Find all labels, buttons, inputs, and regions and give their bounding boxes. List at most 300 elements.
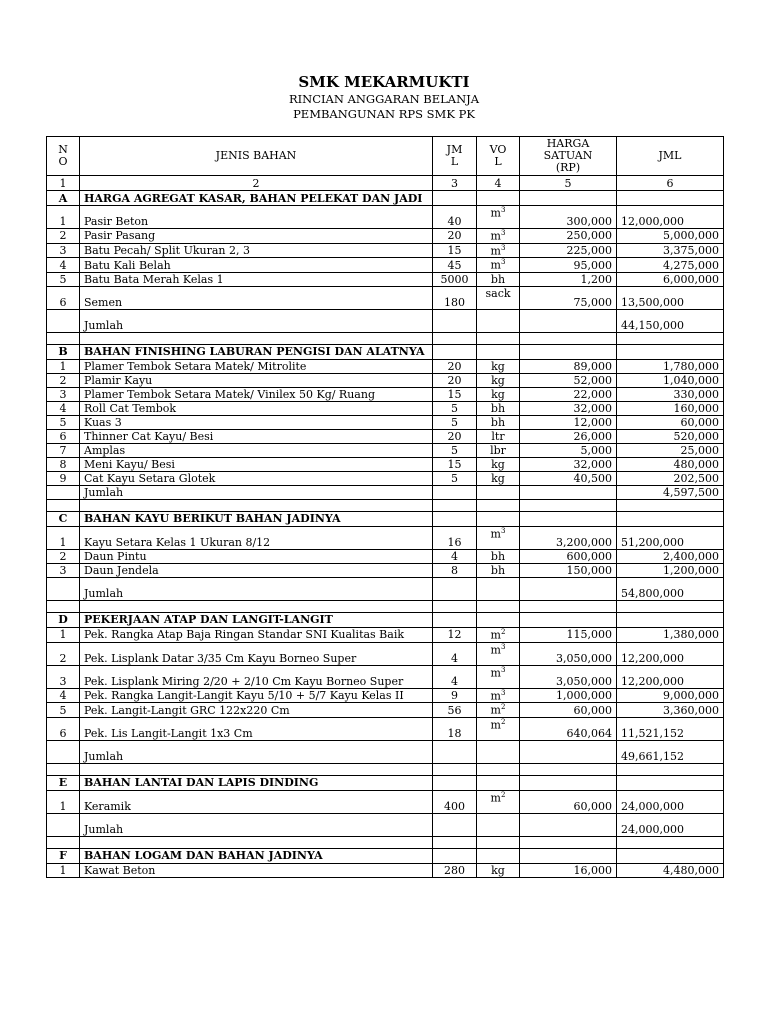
item-total: 12,000,000 bbox=[617, 206, 724, 229]
item-number: 6 bbox=[47, 717, 80, 740]
empty-cell bbox=[477, 763, 520, 775]
col-header-harga-text: HARGA SATUAN (RP) bbox=[543, 137, 593, 174]
item-quantity: 20 bbox=[433, 359, 477, 373]
item-row bbox=[47, 526, 724, 549]
item-row bbox=[47, 457, 724, 471]
item-name: Pek. Lisplank Miring 2/20 + 2/10 Cm Kayu Borneo Super bbox=[80, 665, 433, 688]
item-name: Pek. Rangka Langit-Langit Kayu 5/10 + 5/7 Kayu Kelas II bbox=[80, 688, 433, 703]
item-name: Pek. Lis Langit-Langit 1x3 Cm bbox=[80, 717, 433, 740]
item-unit: $m^3$ bbox=[477, 688, 520, 703]
item-number: 5 bbox=[47, 272, 80, 286]
item-row bbox=[47, 286, 724, 309]
item-name: Batu Bata Merah Kelas 1 bbox=[80, 272, 433, 286]
item-row bbox=[47, 387, 724, 401]
section-header-row bbox=[47, 848, 724, 863]
empty-cell bbox=[80, 836, 433, 848]
subtotal-label: Jumlah bbox=[80, 813, 433, 836]
item-name: Semen bbox=[80, 286, 433, 309]
col-header-total-text: JML bbox=[658, 149, 682, 162]
item-row bbox=[47, 373, 724, 387]
col-header-no-text: N O bbox=[58, 143, 68, 168]
subtotal-label: Jumlah bbox=[80, 740, 433, 763]
item-row bbox=[47, 243, 724, 258]
item-total: 24,000,000 bbox=[617, 790, 724, 813]
item-number: 7 bbox=[47, 443, 80, 457]
item-total: 480,000 bbox=[617, 457, 724, 471]
item-total: 4,275,000 bbox=[617, 258, 724, 273]
empty-cell bbox=[477, 836, 520, 848]
item-unit-price: 5,000 bbox=[520, 443, 617, 457]
item-number: 2 bbox=[47, 373, 80, 387]
empty-cell bbox=[520, 740, 617, 763]
item-unit-price: 1,200 bbox=[520, 272, 617, 286]
item-total: 160,000 bbox=[617, 401, 724, 415]
item-name: Kayu Setara Kelas 1 Ukuran 8/12 bbox=[80, 526, 433, 549]
subtotal-row bbox=[47, 813, 724, 836]
item-unit: $m^3$ bbox=[477, 665, 520, 688]
item-name: Keramik bbox=[80, 790, 433, 813]
subtotal-row bbox=[47, 309, 724, 332]
item-number: 3 bbox=[47, 665, 80, 688]
empty-cell bbox=[520, 600, 617, 612]
item-unit: lbr bbox=[477, 443, 520, 457]
empty-cell bbox=[477, 499, 520, 511]
item-unit: sack bbox=[477, 286, 520, 309]
item-unit-price: 300,000 bbox=[520, 206, 617, 229]
empty-cell bbox=[617, 332, 724, 344]
item-total: 5,000,000 bbox=[617, 229, 724, 244]
school-title: SMK MEKARMUKTI bbox=[298, 73, 470, 91]
item-name: Pek. Langit-Langit GRC 122x220 Cm bbox=[80, 703, 433, 718]
item-unit: $m^2$ bbox=[477, 790, 520, 813]
item-row bbox=[47, 229, 724, 244]
empty-cell bbox=[47, 740, 80, 763]
item-row bbox=[47, 642, 724, 665]
item-unit: kg bbox=[477, 471, 520, 485]
section-letter: A bbox=[47, 191, 80, 206]
item-name: Batu Pecah/ Split Ukuran 2, 3 bbox=[80, 243, 433, 258]
col-number: 3 bbox=[433, 176, 477, 191]
item-row bbox=[47, 471, 724, 485]
col-number: 5 bbox=[520, 176, 617, 191]
item-quantity: 4 bbox=[433, 642, 477, 665]
spacer-row bbox=[47, 332, 724, 344]
col-number: 2 bbox=[80, 176, 433, 191]
item-name: Plamer Tembok Setara Matek/ Vinilex 50 Kg/ Ruang bbox=[80, 387, 433, 401]
item-unit: $m^3$ bbox=[477, 243, 520, 258]
empty-cell bbox=[433, 813, 477, 836]
item-total: 3,375,000 bbox=[617, 243, 724, 258]
item-quantity: 5 bbox=[433, 401, 477, 415]
empty-cell bbox=[520, 813, 617, 836]
project-subtitle: PEMBANGUNAN RPS SMK PK bbox=[293, 107, 475, 121]
item-unit-price: 22,000 bbox=[520, 387, 617, 401]
item-number: 4 bbox=[47, 258, 80, 273]
empty-cell bbox=[477, 344, 520, 359]
col-number: 1 bbox=[47, 176, 80, 191]
item-name: Cat Kayu Setara Glotek bbox=[80, 471, 433, 485]
item-total: 4,480,000 bbox=[617, 863, 724, 877]
item-quantity: 15 bbox=[433, 457, 477, 471]
item-row bbox=[47, 563, 724, 577]
empty-cell bbox=[617, 836, 724, 848]
empty-cell bbox=[47, 813, 80, 836]
empty-cell bbox=[47, 577, 80, 600]
document-header bbox=[0, 72, 768, 122]
subtotal-value: 4,597,500 bbox=[617, 485, 724, 499]
item-unit-price: 75,000 bbox=[520, 286, 617, 309]
item-number: 5 bbox=[47, 415, 80, 429]
item-unit: bh bbox=[477, 549, 520, 563]
item-number: 1 bbox=[47, 359, 80, 373]
empty-cell bbox=[433, 848, 477, 863]
empty-cell bbox=[520, 836, 617, 848]
empty-cell bbox=[433, 499, 477, 511]
col-header-jenis bbox=[80, 137, 433, 176]
empty-cell bbox=[47, 309, 80, 332]
item-number: 3 bbox=[47, 563, 80, 577]
item-name: Meni Kayu/ Besi bbox=[80, 457, 433, 471]
section-title: BAHAN FINISHING LABURAN PENGISI DAN ALATNYA bbox=[80, 344, 433, 359]
item-quantity: 5000 bbox=[433, 272, 477, 286]
section-letter: B bbox=[47, 344, 80, 359]
empty-cell bbox=[477, 740, 520, 763]
item-unit: $m^3$ bbox=[477, 229, 520, 244]
item-name: Batu Kali Belah bbox=[80, 258, 433, 273]
item-quantity: 9 bbox=[433, 688, 477, 703]
empty-cell bbox=[433, 344, 477, 359]
empty-cell bbox=[433, 577, 477, 600]
item-unit: $m^2$ bbox=[477, 717, 520, 740]
empty-cell bbox=[617, 511, 724, 526]
empty-cell bbox=[80, 600, 433, 612]
item-total: 520,000 bbox=[617, 429, 724, 443]
item-number: 1 bbox=[47, 863, 80, 877]
col-number: 4 bbox=[477, 176, 520, 191]
spacer-row bbox=[47, 763, 724, 775]
item-quantity: 280 bbox=[433, 863, 477, 877]
col-header-vol-text: VO L bbox=[489, 143, 507, 168]
item-name: Pek. Lisplank Datar 3/35 Cm Kayu Borneo Super bbox=[80, 642, 433, 665]
item-quantity: 4 bbox=[433, 549, 477, 563]
subtotal-row bbox=[47, 740, 724, 763]
section-title: PEKERJAAN ATAP DAN LANGIT-LANGIT bbox=[80, 612, 433, 627]
empty-cell bbox=[520, 485, 617, 499]
empty-cell bbox=[80, 332, 433, 344]
item-row bbox=[47, 272, 724, 286]
item-name: Pasir Beton bbox=[80, 206, 433, 229]
item-total: 1,200,000 bbox=[617, 563, 724, 577]
empty-cell bbox=[520, 344, 617, 359]
section-title: BAHAN LOGAM DAN BAHAN JADINYA bbox=[80, 848, 433, 863]
subtotal-row bbox=[47, 485, 724, 499]
item-quantity: 5 bbox=[433, 443, 477, 457]
item-quantity: 5 bbox=[433, 415, 477, 429]
section-title: BAHAN LANTAI DAN LAPIS DINDING bbox=[80, 775, 433, 790]
section-letter: E bbox=[47, 775, 80, 790]
section-letter: C bbox=[47, 511, 80, 526]
budget-table bbox=[46, 136, 724, 878]
item-quantity: 18 bbox=[433, 717, 477, 740]
table-header-row bbox=[47, 137, 724, 176]
item-unit-price: 600,000 bbox=[520, 549, 617, 563]
item-quantity: 15 bbox=[433, 243, 477, 258]
item-row bbox=[47, 258, 724, 273]
empty-cell bbox=[477, 191, 520, 206]
item-unit-price: 12,000 bbox=[520, 415, 617, 429]
empty-cell bbox=[477, 485, 520, 499]
item-total: 1,780,000 bbox=[617, 359, 724, 373]
item-total: 60,000 bbox=[617, 415, 724, 429]
subtotal-value: 44,150,000 bbox=[617, 309, 724, 332]
empty-cell bbox=[433, 775, 477, 790]
item-quantity: 20 bbox=[433, 373, 477, 387]
item-total: 1,040,000 bbox=[617, 373, 724, 387]
empty-cell bbox=[477, 577, 520, 600]
item-unit-price: 26,000 bbox=[520, 429, 617, 443]
item-number: 9 bbox=[47, 471, 80, 485]
item-total: 11,521,152 bbox=[617, 717, 724, 740]
empty-cell bbox=[433, 309, 477, 332]
empty-cell bbox=[433, 191, 477, 206]
empty-cell bbox=[80, 763, 433, 775]
col-header-jenis-text: JENIS BAHAN bbox=[215, 149, 297, 162]
spacer-row bbox=[47, 836, 724, 848]
item-unit: $m^2$ bbox=[477, 703, 520, 718]
item-name: Pek. Rangka Atap Baja Ringan Standar SNI Kualitas Baik bbox=[80, 627, 433, 642]
empty-cell bbox=[80, 499, 433, 511]
item-quantity: 8 bbox=[433, 563, 477, 577]
empty-cell bbox=[617, 344, 724, 359]
item-name: Pasir Pasang bbox=[80, 229, 433, 244]
item-unit-price: 32,000 bbox=[520, 401, 617, 415]
item-total: 2,400,000 bbox=[617, 549, 724, 563]
empty-cell bbox=[617, 499, 724, 511]
item-unit: kg bbox=[477, 373, 520, 387]
subtotal-value: 54,800,000 bbox=[617, 577, 724, 600]
empty-cell bbox=[47, 499, 80, 511]
empty-cell bbox=[520, 511, 617, 526]
item-quantity: 180 bbox=[433, 286, 477, 309]
item-unit: $m^3$ bbox=[477, 206, 520, 229]
item-unit: $m^2$ bbox=[477, 627, 520, 642]
item-number: 3 bbox=[47, 243, 80, 258]
item-unit-price: 60,000 bbox=[520, 703, 617, 718]
item-unit-price: 225,000 bbox=[520, 243, 617, 258]
item-quantity: 16 bbox=[433, 526, 477, 549]
item-name: Amplas bbox=[80, 443, 433, 457]
empty-cell bbox=[477, 511, 520, 526]
empty-cell bbox=[477, 848, 520, 863]
item-quantity: 4 bbox=[433, 665, 477, 688]
item-unit-price: 3,050,000 bbox=[520, 665, 617, 688]
item-unit-price: 16,000 bbox=[520, 863, 617, 877]
item-unit: kg bbox=[477, 457, 520, 471]
item-unit-price: 250,000 bbox=[520, 229, 617, 244]
empty-cell bbox=[433, 612, 477, 627]
item-quantity: 20 bbox=[433, 429, 477, 443]
empty-cell bbox=[477, 600, 520, 612]
item-total: 12,200,000 bbox=[617, 642, 724, 665]
item-unit-price: 1,000,000 bbox=[520, 688, 617, 703]
empty-cell bbox=[433, 332, 477, 344]
item-total: 51,200,000 bbox=[617, 526, 724, 549]
item-unit: bh bbox=[477, 415, 520, 429]
item-unit-price: 95,000 bbox=[520, 258, 617, 273]
empty-cell bbox=[477, 332, 520, 344]
item-name: Plamir Kayu bbox=[80, 373, 433, 387]
subtotal-value: 24,000,000 bbox=[617, 813, 724, 836]
subtotal-label: Jumlah bbox=[80, 485, 433, 499]
item-row bbox=[47, 703, 724, 718]
col-header-total bbox=[617, 137, 724, 176]
col-number: 6 bbox=[617, 176, 724, 191]
item-number: 5 bbox=[47, 703, 80, 718]
empty-cell bbox=[47, 485, 80, 499]
empty-cell bbox=[477, 775, 520, 790]
empty-cell bbox=[520, 499, 617, 511]
empty-cell bbox=[520, 612, 617, 627]
item-unit: kg bbox=[477, 387, 520, 401]
empty-cell bbox=[617, 600, 724, 612]
empty-cell bbox=[433, 763, 477, 775]
item-quantity: 15 bbox=[433, 387, 477, 401]
item-unit-price: 52,000 bbox=[520, 373, 617, 387]
empty-cell bbox=[433, 600, 477, 612]
empty-cell bbox=[520, 848, 617, 863]
item-unit-price: 150,000 bbox=[520, 563, 617, 577]
empty-cell bbox=[617, 763, 724, 775]
section-letter: F bbox=[47, 848, 80, 863]
document-subtitle: RINCIAN ANGGARAN BELANJA bbox=[288, 92, 480, 106]
item-number: 2 bbox=[47, 229, 80, 244]
item-name: Plamer Tembok Setara Matek/ Mitrolite bbox=[80, 359, 433, 373]
subtotal-value: 49,661,152 bbox=[617, 740, 724, 763]
item-quantity: 20 bbox=[433, 229, 477, 244]
item-row bbox=[47, 429, 724, 443]
subtotal-label: Jumlah bbox=[80, 577, 433, 600]
col-header-no bbox=[47, 137, 80, 176]
item-row bbox=[47, 863, 724, 877]
item-number: 2 bbox=[47, 549, 80, 563]
item-name: Thinner Cat Kayu/ Besi bbox=[80, 429, 433, 443]
item-quantity: 40 bbox=[433, 206, 477, 229]
item-name: Kawat Beton bbox=[80, 863, 433, 877]
section-header-row bbox=[47, 511, 724, 526]
spacer-row bbox=[47, 600, 724, 612]
column-number-row bbox=[47, 176, 724, 191]
item-name: Kuas 3 bbox=[80, 415, 433, 429]
item-row bbox=[47, 415, 724, 429]
item-unit: $m^3$ bbox=[477, 642, 520, 665]
item-number: 1 bbox=[47, 790, 80, 813]
item-quantity: 45 bbox=[433, 258, 477, 273]
empty-cell bbox=[520, 309, 617, 332]
item-quantity: 56 bbox=[433, 703, 477, 718]
item-row bbox=[47, 717, 724, 740]
empty-cell bbox=[520, 763, 617, 775]
table-body bbox=[47, 191, 724, 878]
item-row bbox=[47, 206, 724, 229]
empty-cell bbox=[617, 848, 724, 863]
empty-cell bbox=[433, 740, 477, 763]
item-number: 6 bbox=[47, 286, 80, 309]
empty-cell bbox=[617, 612, 724, 627]
subtotal-label: Jumlah bbox=[80, 309, 433, 332]
item-total: 13,500,000 bbox=[617, 286, 724, 309]
empty-cell bbox=[617, 191, 724, 206]
item-unit-price: 640,064 bbox=[520, 717, 617, 740]
empty-cell bbox=[47, 332, 80, 344]
item-unit: $m^3$ bbox=[477, 258, 520, 273]
col-header-jml-text: JM L bbox=[446, 143, 463, 168]
section-title: HARGA AGREGAT KASAR, BAHAN PELEKAT DAN JADI bbox=[80, 191, 433, 206]
item-total: 202,500 bbox=[617, 471, 724, 485]
item-row bbox=[47, 443, 724, 457]
item-unit-price: 32,000 bbox=[520, 457, 617, 471]
spacer-row bbox=[47, 499, 724, 511]
empty-cell bbox=[433, 511, 477, 526]
section-header-row bbox=[47, 191, 724, 206]
item-total: 1,380,000 bbox=[617, 627, 724, 642]
item-number: 8 bbox=[47, 457, 80, 471]
item-unit-price: 60,000 bbox=[520, 790, 617, 813]
item-unit-price: 115,000 bbox=[520, 627, 617, 642]
item-number: 1 bbox=[47, 627, 80, 642]
item-name: Roll Cat Tembok bbox=[80, 401, 433, 415]
empty-cell bbox=[520, 191, 617, 206]
empty-cell bbox=[47, 836, 80, 848]
item-unit-price: 3,200,000 bbox=[520, 526, 617, 549]
empty-cell bbox=[47, 600, 80, 612]
item-row bbox=[47, 790, 724, 813]
empty-cell bbox=[520, 775, 617, 790]
item-unit: kg bbox=[477, 359, 520, 373]
col-header-harga bbox=[520, 137, 617, 176]
item-name: Daun Pintu bbox=[80, 549, 433, 563]
item-number: 1 bbox=[47, 206, 80, 229]
item-unit: bh bbox=[477, 272, 520, 286]
item-unit: bh bbox=[477, 401, 520, 415]
item-name: Daun Jendela bbox=[80, 563, 433, 577]
item-unit-price: 3,050,000 bbox=[520, 642, 617, 665]
section-letter: D bbox=[47, 612, 80, 627]
item-number: 2 bbox=[47, 642, 80, 665]
item-number: 4 bbox=[47, 401, 80, 415]
empty-cell bbox=[477, 813, 520, 836]
section-title: BAHAN KAYU BERIKUT BAHAN JADINYA bbox=[80, 511, 433, 526]
col-header-vol bbox=[477, 137, 520, 176]
item-number: 1 bbox=[47, 526, 80, 549]
item-row bbox=[47, 665, 724, 688]
empty-cell bbox=[433, 836, 477, 848]
item-unit: ltr bbox=[477, 429, 520, 443]
item-row bbox=[47, 549, 724, 563]
empty-cell bbox=[617, 775, 724, 790]
item-unit: bh bbox=[477, 563, 520, 577]
section-header-row bbox=[47, 612, 724, 627]
item-number: 6 bbox=[47, 429, 80, 443]
item-total: 330,000 bbox=[617, 387, 724, 401]
empty-cell bbox=[477, 612, 520, 627]
item-total: 12,200,000 bbox=[617, 665, 724, 688]
empty-cell bbox=[520, 577, 617, 600]
item-total: 6,000,000 bbox=[617, 272, 724, 286]
item-row bbox=[47, 627, 724, 642]
item-row bbox=[47, 688, 724, 703]
subtotal-row bbox=[47, 577, 724, 600]
item-unit: kg bbox=[477, 863, 520, 877]
